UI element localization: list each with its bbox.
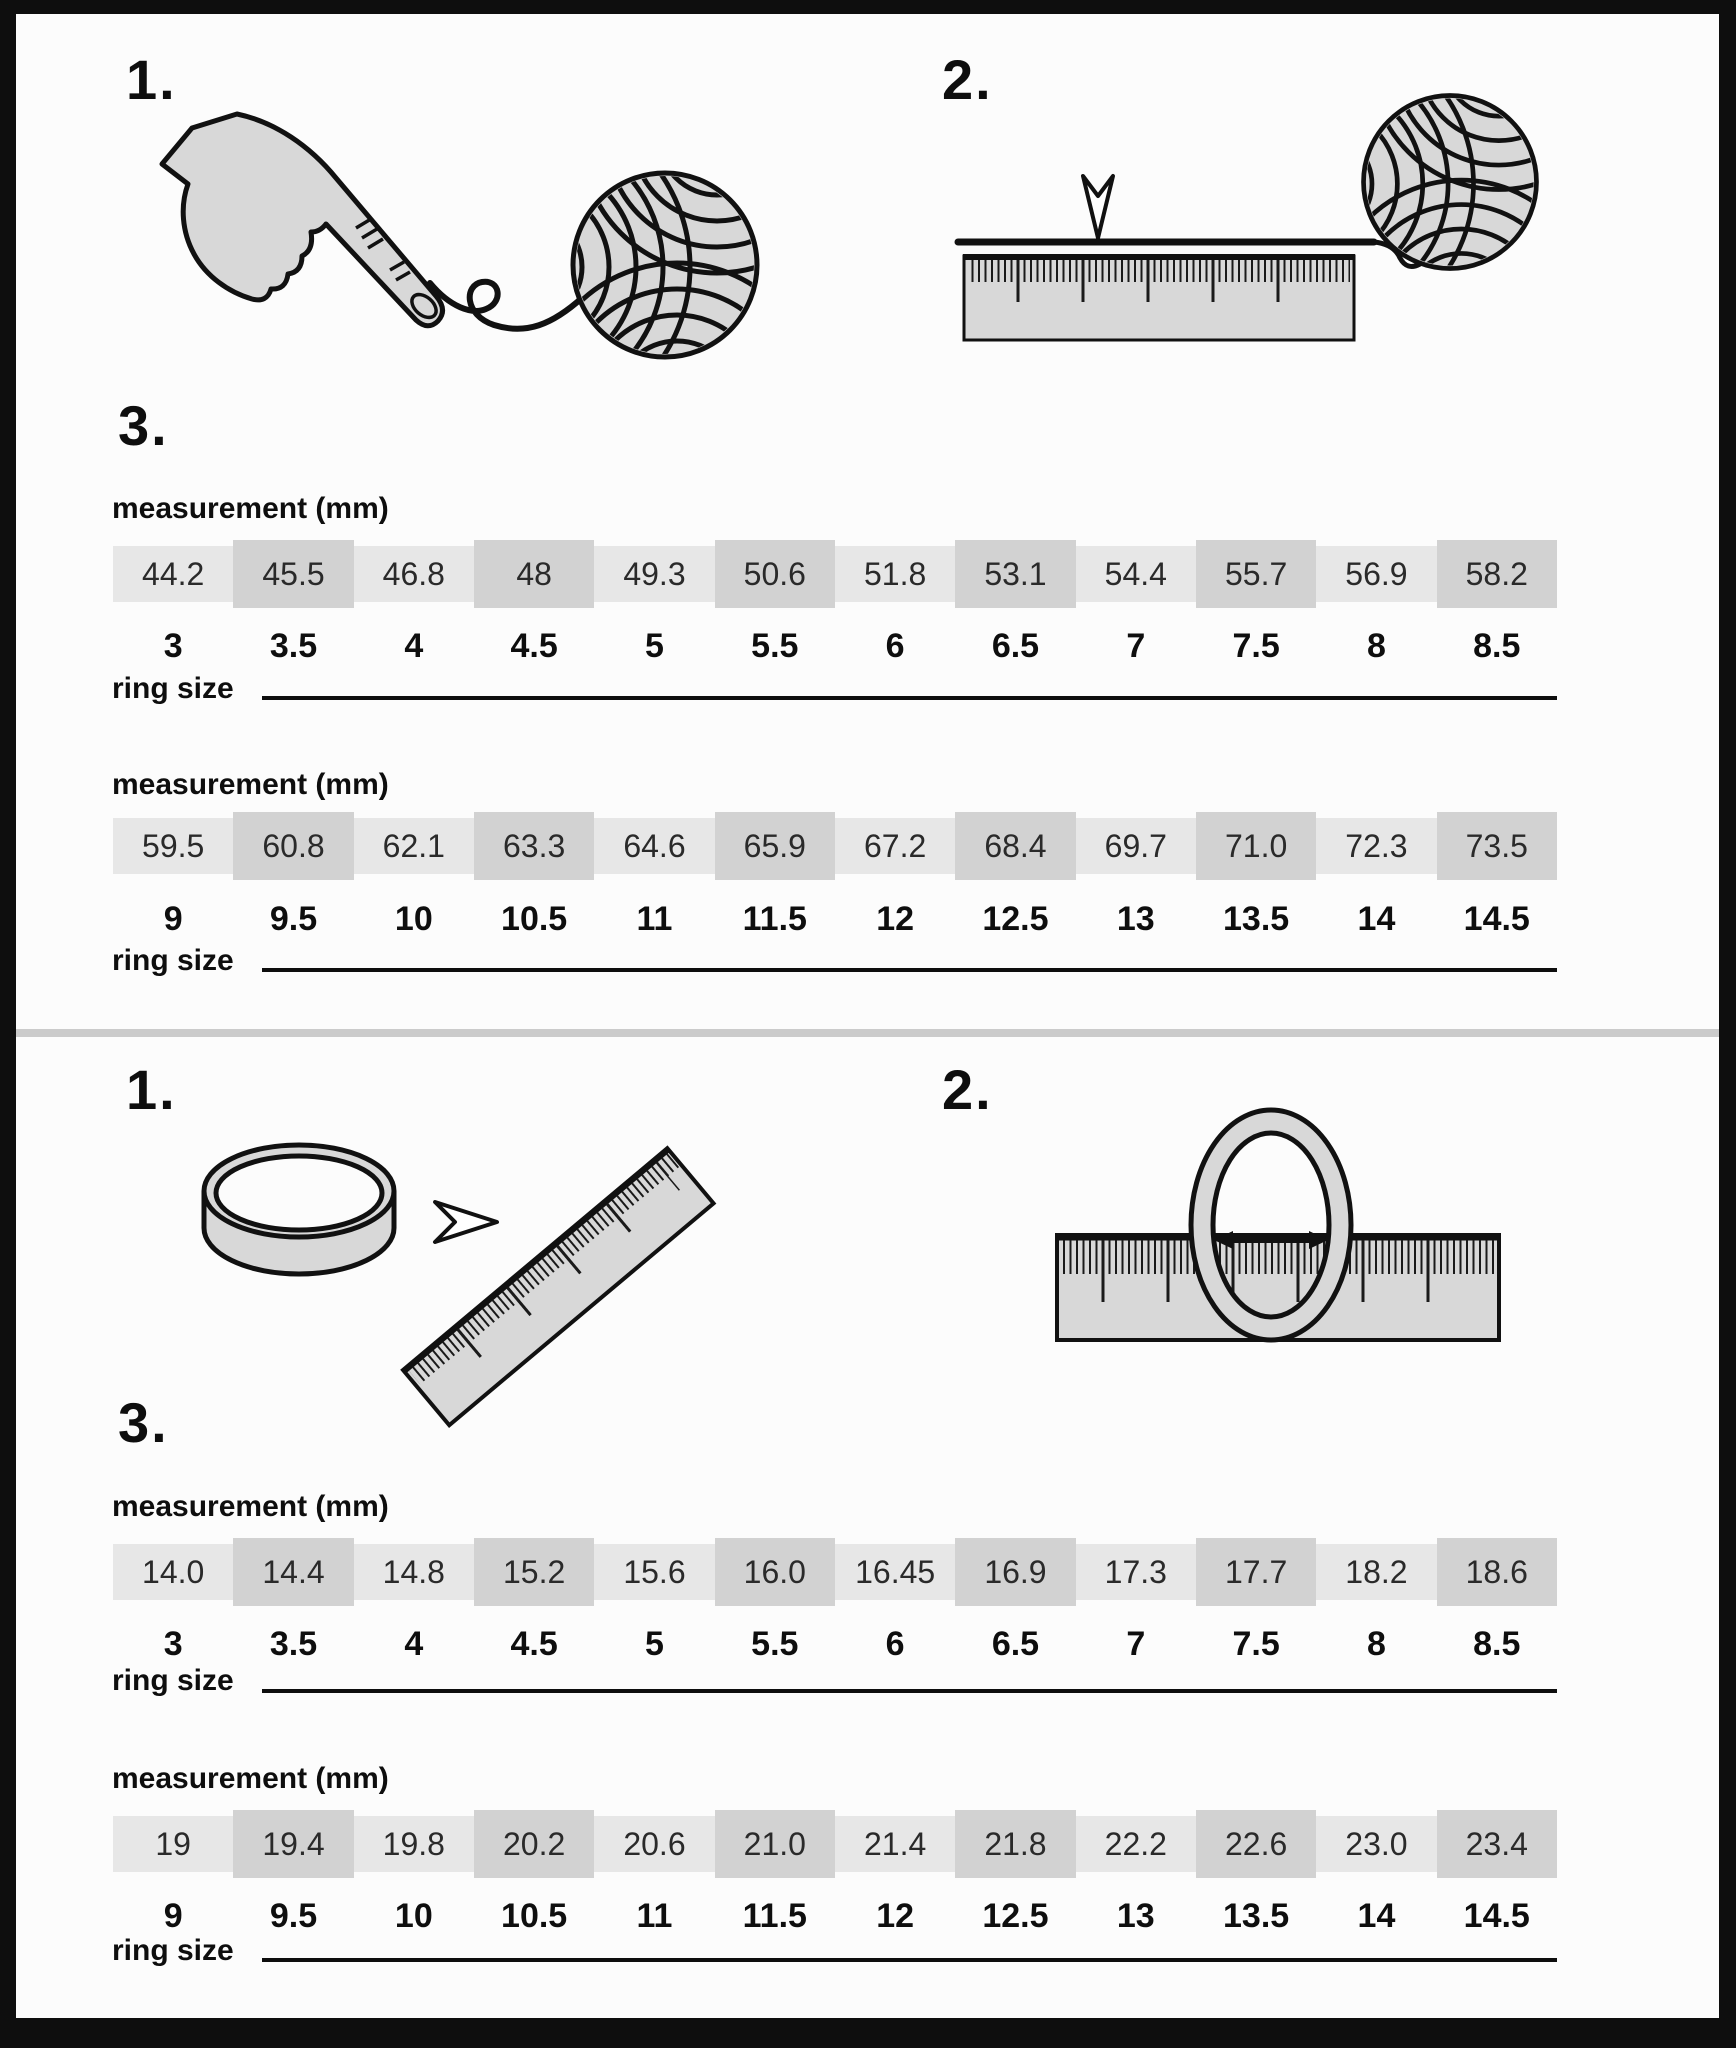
ring-size-cell: 12 xyxy=(876,1896,915,1935)
measurement-row xyxy=(113,1538,1557,1606)
measurement-cell: 53.1 xyxy=(955,540,1075,608)
ring-size-cell: 6 xyxy=(885,626,905,665)
measurement-cell: 56.9 xyxy=(1316,546,1436,602)
measurement-cell: 16.0 xyxy=(715,1538,835,1606)
measurement-cell: 18.6 xyxy=(1437,1538,1557,1606)
ring-size-cell: 9.5 xyxy=(269,1896,318,1935)
ring-size-cell: 3.5 xyxy=(269,1624,318,1663)
ring-size-cell: 14.5 xyxy=(1463,899,1530,938)
measurement-cell: 69.7 xyxy=(1076,818,1196,874)
ring-size-cell: 3.5 xyxy=(269,626,318,665)
ring-size-row xyxy=(113,620,1557,672)
ring-size-cell: 12.5 xyxy=(982,1896,1049,1935)
measurement-cell: 49.3 xyxy=(594,546,714,602)
measurement-label: measurement (mm) xyxy=(112,1490,389,1523)
measurement-cell: 14.4 xyxy=(233,1538,353,1606)
ring-size-cell: 8 xyxy=(1366,626,1386,665)
ring-size-cell: 10.5 xyxy=(501,1896,568,1935)
angled-ruler-icon xyxy=(385,1088,735,1438)
measurement-cell: 19.4 xyxy=(233,1810,353,1878)
measurement-cell: 46.8 xyxy=(354,546,474,602)
ring-size-cell: 10.5 xyxy=(501,899,568,938)
measurement-cell: 64.6 xyxy=(594,818,714,874)
measurement-cell: 54.4 xyxy=(1076,546,1196,602)
ring-size-rule xyxy=(262,968,1557,972)
ring-size-rule xyxy=(262,696,1557,700)
ring-size-cell: 4 xyxy=(404,1624,424,1663)
ring-size-cell: 14.5 xyxy=(1463,1896,1530,1935)
yarn-over-ruler-icon xyxy=(950,70,1540,355)
measurement-cell: 18.2 xyxy=(1316,1544,1436,1600)
measurement-cell: 60.8 xyxy=(233,812,353,880)
measurement-cell: 71.0 xyxy=(1196,812,1316,880)
ring-step-2-number: 2. xyxy=(942,1058,993,1121)
ring-size-cell: 5 xyxy=(645,626,664,665)
ring-step-1-number: 1. xyxy=(126,1058,177,1121)
ring-size-cell: 11 xyxy=(636,1896,673,1935)
measurement-cell: 68.4 xyxy=(955,812,1075,880)
measurement-cell: 15.2 xyxy=(474,1538,594,1606)
measurement-cell: 17.7 xyxy=(1196,1538,1316,1606)
ring-on-ruler-icon xyxy=(1035,1105,1525,1405)
string-step-3-number: 3. xyxy=(118,394,169,457)
ring-size-cell: 5.5 xyxy=(751,626,799,665)
measurement-cell: 20.2 xyxy=(474,1810,594,1878)
ring-size-cell: 14 xyxy=(1357,1896,1396,1935)
measurement-cell: 17.3 xyxy=(1076,1544,1196,1600)
ring-size-row xyxy=(113,893,1557,945)
measurement-cell: 19 xyxy=(113,1816,233,1872)
ring-size-cell: 8.5 xyxy=(1473,626,1521,665)
measurement-cell: 14.8 xyxy=(354,1544,474,1600)
ring-size-rule xyxy=(262,1689,1557,1693)
ring-size-label: ring size xyxy=(112,1934,234,1967)
ring-size-cell: 9 xyxy=(163,1896,183,1935)
ring-size-label: ring size xyxy=(112,672,234,705)
ring-size-cell: 7.5 xyxy=(1232,626,1280,665)
measurement-cell: 48 xyxy=(474,540,594,608)
ring-size-cell: 3 xyxy=(163,626,183,665)
ring-size-cell: 13.5 xyxy=(1223,1896,1290,1935)
ring-size-cell: 12.5 xyxy=(982,899,1049,938)
ring-size-cell: 13 xyxy=(1116,899,1155,938)
measurement-cell: 16.9 xyxy=(955,1538,1075,1606)
measurement-cell: 55.7 xyxy=(1196,540,1316,608)
measurement-cell: 22.2 xyxy=(1076,1816,1196,1872)
ring-size-cell: 6.5 xyxy=(991,626,1040,665)
ring-size-cell: 9 xyxy=(163,899,183,938)
ring-size-cell: 12 xyxy=(876,899,915,938)
ring-size-row xyxy=(113,1618,1557,1670)
measurement-cell: 51.8 xyxy=(835,546,955,602)
measurement-cell: 16.45 xyxy=(835,1544,955,1600)
string-step-2-number: 2. xyxy=(942,48,993,111)
ring-size-cell: 3 xyxy=(163,1624,183,1663)
measurement-cell: 14.0 xyxy=(113,1544,233,1600)
ring-size-cell: 7 xyxy=(1126,626,1146,665)
measurement-cell: 19.8 xyxy=(354,1816,474,1872)
measurement-label: measurement (mm) xyxy=(112,768,389,801)
ring-size-cell: 8 xyxy=(1366,1624,1386,1663)
measurement-cell: 58.2 xyxy=(1437,540,1557,608)
ring-size-cell: 11.5 xyxy=(742,1896,807,1935)
ring-size-cell: 5.5 xyxy=(751,1624,799,1663)
string-step-1-number: 1. xyxy=(126,48,177,111)
ring-size-cell: 4.5 xyxy=(510,1624,558,1663)
ring-size-cell: 6 xyxy=(885,1624,905,1663)
measurement-cell: 21.8 xyxy=(955,1810,1075,1878)
measurement-cell: 72.3 xyxy=(1316,818,1436,874)
ring-size-cell: 14 xyxy=(1357,899,1396,938)
ring-size-label: ring size xyxy=(112,1664,234,1697)
ring-size-cell: 5 xyxy=(645,1624,664,1663)
measurement-cell: 20.6 xyxy=(594,1816,714,1872)
yarn-ball-icon xyxy=(420,165,765,365)
measurement-cell: 23.0 xyxy=(1316,1816,1436,1872)
ring-step-3-number: 3. xyxy=(118,1391,169,1454)
measurement-cell: 21.4 xyxy=(835,1816,955,1872)
ring-size-cell: 10 xyxy=(394,1896,433,1935)
ring-size-label: ring size xyxy=(112,944,234,977)
ring-size-cell: 4 xyxy=(404,626,424,665)
measurement-cell: 50.6 xyxy=(715,540,835,608)
ring-size-cell: 7 xyxy=(1126,1624,1146,1663)
measurement-cell: 15.6 xyxy=(594,1544,714,1600)
ring-size-cell: 10 xyxy=(394,899,433,938)
ring-size-cell: 11 xyxy=(636,899,673,938)
measurement-cell: 67.2 xyxy=(835,818,955,874)
ring-size-rule xyxy=(262,1958,1557,1962)
measurement-cell: 62.1 xyxy=(354,818,474,874)
measurement-label: measurement (mm) xyxy=(112,1762,389,1795)
ring-icon xyxy=(192,1125,412,1305)
measurement-cell: 63.3 xyxy=(474,812,594,880)
ring-size-cell: 7.5 xyxy=(1232,1624,1280,1663)
measurement-cell: 44.2 xyxy=(113,546,233,602)
measurement-cell: 23.4 xyxy=(1437,1810,1557,1878)
ring-size-cell: 6.5 xyxy=(991,1624,1040,1663)
ring-size-cell: 13 xyxy=(1116,1896,1155,1935)
measurement-cell: 59.5 xyxy=(113,818,233,874)
ring-size-cell: 13.5 xyxy=(1223,899,1290,938)
measurement-cell: 65.9 xyxy=(715,812,835,880)
ring-size-row xyxy=(113,1890,1557,1942)
measurement-cell: 22.6 xyxy=(1196,1810,1316,1878)
down-arrow-icon xyxy=(1083,176,1113,238)
ring-size-cell: 9.5 xyxy=(269,899,318,938)
ring-size-cell: 8.5 xyxy=(1473,1624,1521,1663)
section-divider xyxy=(16,1029,1719,1037)
measurement-row xyxy=(113,1810,1557,1878)
ring-size-cell: 4.5 xyxy=(510,626,558,665)
measurement-row xyxy=(113,812,1557,880)
ring-size-cell: 11.5 xyxy=(742,899,807,938)
measurement-cell: 73.5 xyxy=(1437,812,1557,880)
measurement-label: measurement (mm) xyxy=(112,492,389,525)
measurement-cell: 45.5 xyxy=(233,540,353,608)
measurement-cell: 21.0 xyxy=(715,1810,835,1878)
measurement-row xyxy=(113,540,1557,608)
